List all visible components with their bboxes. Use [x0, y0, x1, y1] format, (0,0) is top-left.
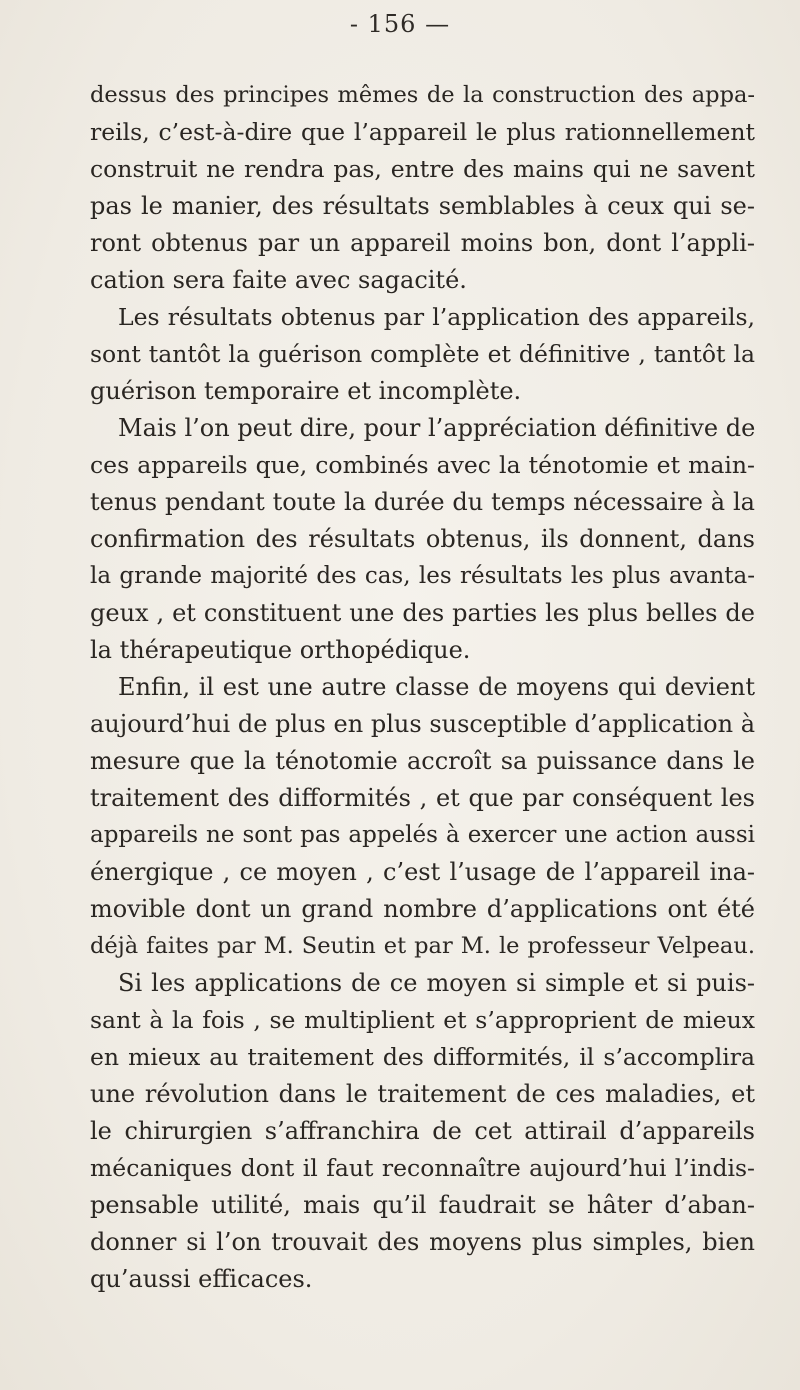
text-line: pensable utilité, mais qu’il faudrait se hâter d’aban-	[90, 1191, 755, 1219]
text-line: mesure que la ténotomie accroît sa puissance dans le	[90, 747, 755, 775]
text-line: Si les applications de ce moyen si simple et si puis-	[118, 969, 755, 997]
text-line: sant à la fois , se multiplient et s’approprient de mieux	[90, 1006, 755, 1034]
text-line: déjà faites par M. Seutin et par M. le professeur Velpeau.	[90, 933, 755, 959]
text-line: ront obtenus par un appareil moins bon, dont l’appli-	[90, 229, 755, 257]
text-line: appareils ne sont pas appelés à exercer une action aussi	[90, 822, 755, 848]
text-line: reils, c’est-à-dire que l’appareil le plus rationnellement	[90, 118, 755, 146]
text-line: Les résultats obtenus par l’application des appareils,	[118, 303, 755, 331]
text-line: mécaniques dont il faut reconnaître aujourd’hui l’indis-	[90, 1154, 755, 1182]
text-line: guérison temporaire et incomplète.	[90, 377, 522, 405]
text-line: traitement des difformités , et que par conséquent les	[90, 784, 755, 812]
text-line: construit ne rendra pas, entre des mains qui ne savent	[90, 155, 755, 183]
page-number: - 156 —	[349, 10, 451, 38]
text-line: movible dont un grand nombre d’applications ont été	[90, 895, 755, 923]
text-line: la thérapeutique orthopédique.	[90, 636, 471, 664]
text-line: geux , et constituent une des parties les plus belles de	[90, 599, 755, 627]
text-line: confirmation des résultats obtenus, ils donnent, dans	[90, 525, 755, 553]
text-line: dessus des principes mêmes de la construction des appa-	[90, 82, 755, 108]
body-text	[90, 77, 755, 1298]
text-line: sont tantôt la guérison complète et définitive , tantôt la	[90, 340, 755, 368]
text-line: Enfin, il est une autre classe de moyens qui devient	[118, 673, 755, 701]
text-line: tenus pendant toute la durée du temps nécessaire à la	[90, 488, 755, 516]
text-line: pas le manier, des résultats semblables à ceux qui se-	[90, 192, 755, 220]
text-line: le chirurgien s’affranchira de cet attirail d’appareils	[90, 1117, 755, 1145]
text-line: aujourd’hui de plus en plus susceptible d’application à	[90, 710, 755, 738]
text-line: énergique , ce moyen , c’est l’usage de l’appareil ina-	[90, 858, 755, 886]
text-line: cation sera faite avec sagacité.	[90, 266, 467, 294]
text-line: en mieux au traitement des difformités, il s’accomplira	[90, 1043, 755, 1071]
text-line: donner si l’on trouvait des moyens plus simples, bien	[90, 1228, 755, 1256]
text-line: qu’aussi efficaces.	[90, 1265, 313, 1293]
text-line: la grande majorité des cas, les résultats les plus avanta-	[90, 563, 755, 589]
text-line: une révolution dans le traitement de ces maladies, et	[90, 1080, 755, 1108]
text-line: Mais l’on peut dire, pour l’appréciation définitive de	[118, 414, 755, 442]
text-line: ces appareils que, combinés avec la ténotomie et main-	[90, 451, 755, 479]
